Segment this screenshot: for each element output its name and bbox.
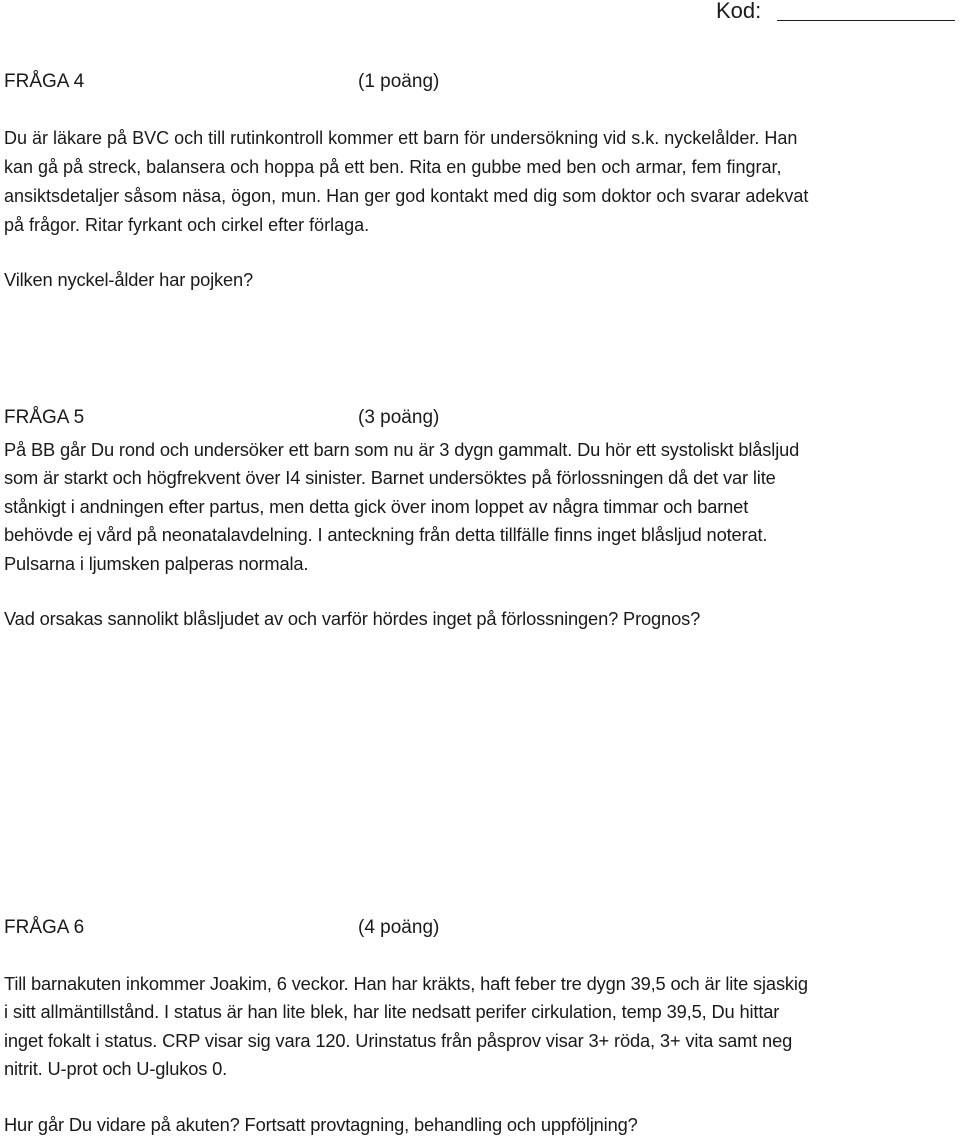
code-label: Kod: [716, 0, 762, 23]
question-4-title: FRÅGA 4 [4, 71, 85, 92]
question-5-line: På BB går Du rond och undersöker ett barn som nu är 3 dygn gammalt. Du hör ett systoliskt blåsljud [4, 439, 800, 460]
question-5-points: (3 poäng) [358, 407, 440, 428]
question-6-line: Till barnakuten inkommer Joakim, 6 veckor. Han har kräkts, haft feber tre dygn 39,5 och är lite sjaskig [4, 973, 808, 994]
question-4-prompt: Vilken nyckel-ålder har pojken? [4, 269, 254, 290]
question-5-prompt: Vad orsakas sannolikt blåsljudet av och varför hördes inget på förlossningen? Prognos? [4, 608, 701, 629]
question-4-line: Du är läkare på BVC och till rutinkontroll kommer ett barn för undersökning vid s.k. nyckelålder. Han [4, 128, 798, 148]
question-5-line: Pulsarna i ljumsken palperas normala. [4, 552, 309, 574]
question-6-text [4, 970, 956, 1084]
question-6-points: (4 poäng) [358, 917, 440, 938]
question-5-line: behövde ej vård på neonatalavdelning. I anteckning från detta tillfälle finns inget blåsljud noterat. [4, 524, 768, 546]
question-4-line: på frågor. Ritar fyrkant och cirkel efter förlaga. [4, 215, 370, 235]
question-6-title: FRÅGA 6 [4, 917, 85, 938]
question-5-text [4, 436, 956, 578]
question-4-line: kan gå på streck, balansera och hoppa på ett ben. Rita en gubbe med ben och armar, fem fingrar, [4, 157, 782, 177]
question-5-line: stånkigt i andningen efter partus, men detta gick över inom loppet av några timmar och barnet [4, 495, 749, 517]
question-5-line: som är starkt och högfrekvent över I4 sinister. Barnet undersöktes på förlossningen då det var lite [4, 467, 776, 489]
question-4-text [4, 124, 956, 240]
question-4-line: ansiktsdetaljer såsom näsa, ögon, mun. Han ger god kontakt med dig som doktor och svarar adekvat [4, 186, 809, 206]
question-6-line: inget fokalt i status. CRP visar sig vara 120. Urinstatus från påsprov visar 3+ röda, 3+ vita samt neg [4, 1029, 793, 1051]
question-5-title: FRÅGA 5 [4, 407, 85, 428]
code-answer-line [777, 20, 955, 21]
question-6-line: nitrit. U-prot och U-glukos 0. [4, 1058, 228, 1080]
question-4-points: (1 poäng) [358, 71, 440, 92]
question-6-line: i sitt allmäntillstånd. I status är han lite blek, har lite nedsatt perifer cirkulation, temp 39,5, Du hittar [4, 1001, 780, 1023]
question-6-prompt: Hur går Du vidare på akuten? Fortsatt provtagning, behandling och uppföljning? [4, 1114, 638, 1135]
